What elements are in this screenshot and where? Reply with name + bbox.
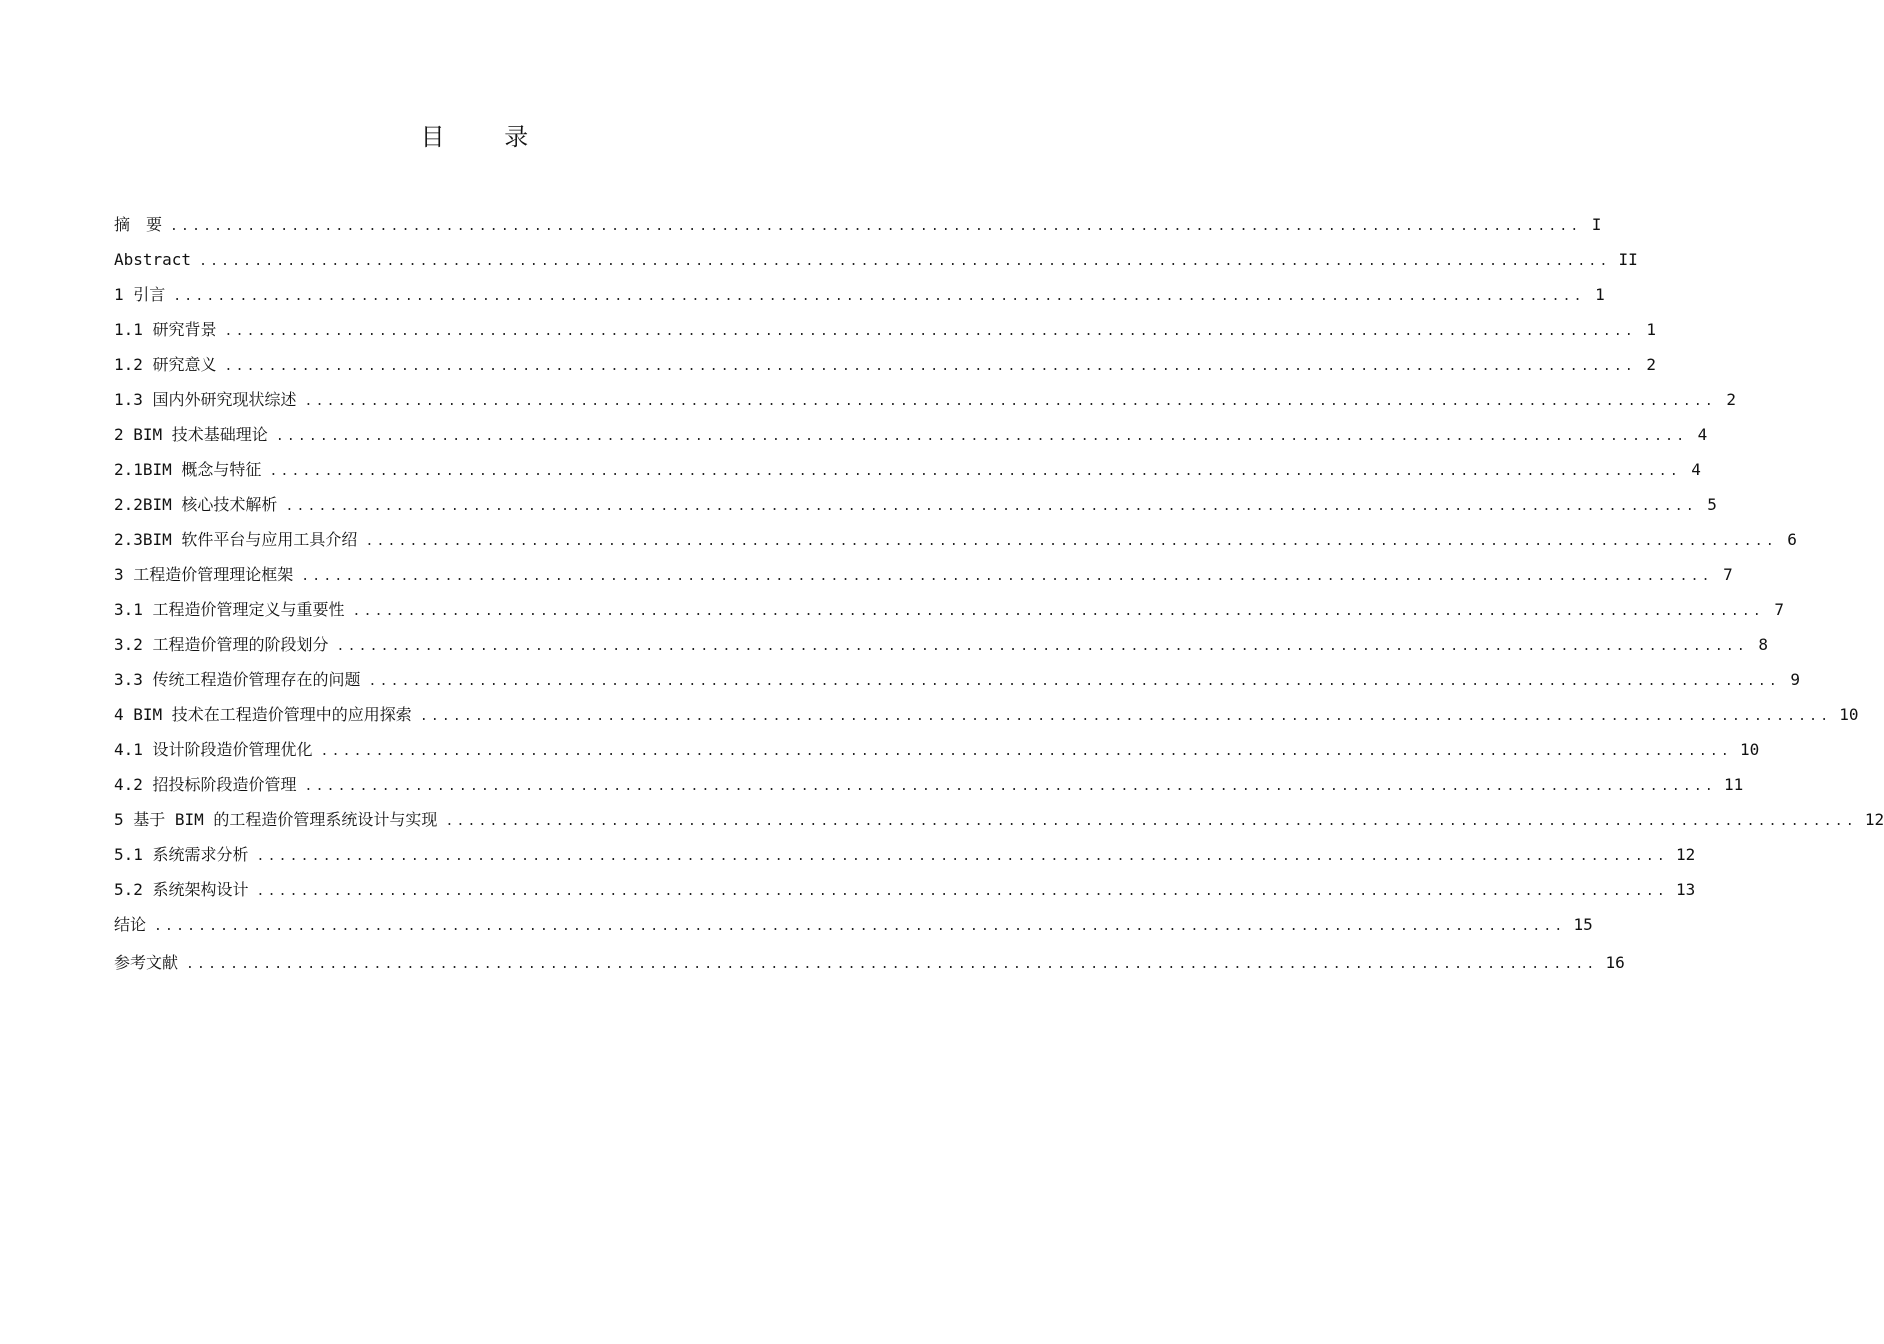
toc-leader-dots: ................................................................................................................................ xyxy=(256,884,1668,899)
toc-entry-label: 5.2 系统架构设计 xyxy=(114,880,249,899)
toc-entry-label: 2.2BIM 核心技术解析 xyxy=(114,495,278,514)
toc-leader-dots: ................................................................................................................................ xyxy=(256,849,1668,864)
toc-entry-chapter-5[interactable] xyxy=(114,802,1884,837)
toc-entry-label: 1 引言 xyxy=(114,285,166,304)
toc-entry-chapter-3[interactable] xyxy=(114,557,1733,592)
toc-entry-label: 3.3 传统工程造价管理存在的问题 xyxy=(114,670,361,689)
toc-entry-section-5-1[interactable] xyxy=(114,837,1696,872)
toc-page-number: 9 xyxy=(1790,670,1800,689)
toc-page-number: 1 xyxy=(1595,285,1605,304)
toc-entry-label: Abstract xyxy=(114,250,192,269)
toc-leader-dots: ................................................................................................................................ xyxy=(224,324,1636,339)
toc-entry-label: 5.1 系统需求分析 xyxy=(114,845,249,864)
toc-page-number: II xyxy=(1618,250,1638,269)
toc-entry-label: 3.2 工程造价管理的阶段划分 xyxy=(114,635,329,654)
toc-entry-references[interactable] xyxy=(114,945,1625,980)
toc-entry-label: 结论 xyxy=(114,915,147,934)
toc-entry-label: 1.3 国内外研究现状综述 xyxy=(114,390,297,409)
toc-entry-label: 摘 要 xyxy=(114,215,163,234)
toc-page-number: 2 xyxy=(1726,390,1736,409)
toc-entry-chapter-4[interactable] xyxy=(114,697,1859,732)
toc-leader-dots: ................................................................................................................................ xyxy=(285,499,1697,514)
toc-leader-dots: ................................................................................................................................ xyxy=(336,639,1748,654)
toc-leader-dots: ................................................................................................................................ xyxy=(173,289,1585,304)
toc-leader-dots: ................................................................................................................................ xyxy=(154,919,1566,934)
toc-page-number: 15 xyxy=(1573,915,1593,934)
toc-leader-dots: ................................................................................................................................ xyxy=(368,674,1780,689)
toc-leader-dots: ................................................................................................................................ xyxy=(419,709,1832,724)
toc-entry-section-3-3[interactable] xyxy=(114,662,1800,697)
toc-entry-label: 1.2 研究意义 xyxy=(114,355,217,374)
toc-page-number: 6 xyxy=(1787,530,1797,549)
toc-entry-section-4-1[interactable] xyxy=(114,732,1760,767)
toc-page-number: 8 xyxy=(1758,635,1768,654)
toc-leader-dots: ................................................................................................................................ xyxy=(304,394,1716,409)
toc-entry-label: 3.1 工程造价管理定义与重要性 xyxy=(114,600,345,619)
toc-page-number: 10 xyxy=(1739,740,1760,759)
toc-entry-label: 2 BIM 技术基础理论 xyxy=(114,425,268,444)
toc-page-number: 5 xyxy=(1707,495,1717,514)
toc-entry-label: 4.1 设计阶段造价管理优化 xyxy=(114,740,313,759)
toc-page-number: 10 xyxy=(1839,705,1859,724)
toc-entry-section-1-1[interactable] xyxy=(114,312,1656,347)
toc-leader-dots: ................................................................................................................................ xyxy=(170,219,1582,234)
toc-leader-dots: ................................................................................................................................ xyxy=(301,569,1713,584)
toc-leader-dots: ................................................................................................................................ xyxy=(365,534,1777,549)
toc-entry-section-2-1[interactable] xyxy=(114,452,1701,487)
toc-entry-label: 4.2 招投标阶段造价管理 xyxy=(114,775,297,794)
toc-leader-dots: ................................................................................................................................ xyxy=(445,814,1857,829)
toc-entry-section-1-3[interactable] xyxy=(114,382,1736,417)
toc-entry-label: 参考文献 xyxy=(114,953,179,972)
toc-page-number: 16 xyxy=(1605,953,1625,972)
toc-page-number: 7 xyxy=(1774,600,1784,619)
toc-entry-chapter-2[interactable] xyxy=(114,417,1708,452)
toc-entry-section-1-2[interactable] xyxy=(114,347,1656,382)
toc-leader-dots: ................................................................................................................................ xyxy=(304,779,1716,794)
toc-leader-dots: ................................................................................................................................ xyxy=(224,359,1636,374)
toc-leader-dots: ................................................................................................................................ xyxy=(186,957,1598,972)
toc-entry-section-3-2[interactable] xyxy=(114,627,1768,662)
table-of-contents xyxy=(114,207,1884,980)
toc-entry-section-2-2[interactable] xyxy=(114,487,1717,522)
toc-page-number: 4 xyxy=(1697,425,1708,444)
toc-entry-abstract-cn[interactable] xyxy=(114,207,1602,242)
toc-page-number: 7 xyxy=(1723,565,1733,584)
toc-entry-conclusion[interactable] xyxy=(114,907,1593,942)
toc-page-number: 2 xyxy=(1646,355,1656,374)
toc-entry-label: 1.1 研究背景 xyxy=(114,320,217,339)
toc-entry-label: 3 工程造价管理理论框架 xyxy=(114,565,294,584)
toc-page-number: 11 xyxy=(1723,775,1744,794)
toc-entry-section-3-1[interactable] xyxy=(114,592,1784,627)
toc-entry-chapter-1[interactable] xyxy=(114,277,1605,312)
toc-leader-dots: ................................................................................................................................ xyxy=(275,429,1688,444)
toc-entry-label: 5 基于 BIM 的工程造价管理系统设计与实现 xyxy=(114,810,438,829)
toc-entry-section-4-2[interactable] xyxy=(114,767,1744,802)
toc-page-number: 12 xyxy=(1675,845,1696,864)
toc-entry-section-5-2[interactable] xyxy=(114,872,1696,907)
toc-entry-label: 2.3BIM 软件平台与应用工具介绍 xyxy=(114,530,358,549)
toc-page-number: 12 xyxy=(1864,810,1884,829)
toc-page-number: 4 xyxy=(1691,460,1701,479)
toc-entry-label: 4 BIM 技术在工程造价管理中的应用探索 xyxy=(114,705,412,724)
toc-entry-section-2-3[interactable] xyxy=(114,522,1797,557)
toc-entry-abstract-en[interactable] xyxy=(114,242,1638,277)
toc-entry-label: 2.1BIM 概念与特征 xyxy=(114,460,262,479)
toc-leader-dots: ................................................................................................................................ xyxy=(320,744,1732,759)
toc-leader-dots: ................................................................................................................................ xyxy=(352,604,1764,619)
toc-page-number: 1 xyxy=(1646,320,1656,339)
toc-page-number: I xyxy=(1591,215,1602,234)
toc-page-number: 13 xyxy=(1675,880,1696,899)
toc-leader-dots: ................................................................................................................................ xyxy=(269,464,1681,479)
toc-leader-dots: ................................................................................................................................ xyxy=(199,254,1611,269)
page-title: 目 录 xyxy=(420,123,555,151)
